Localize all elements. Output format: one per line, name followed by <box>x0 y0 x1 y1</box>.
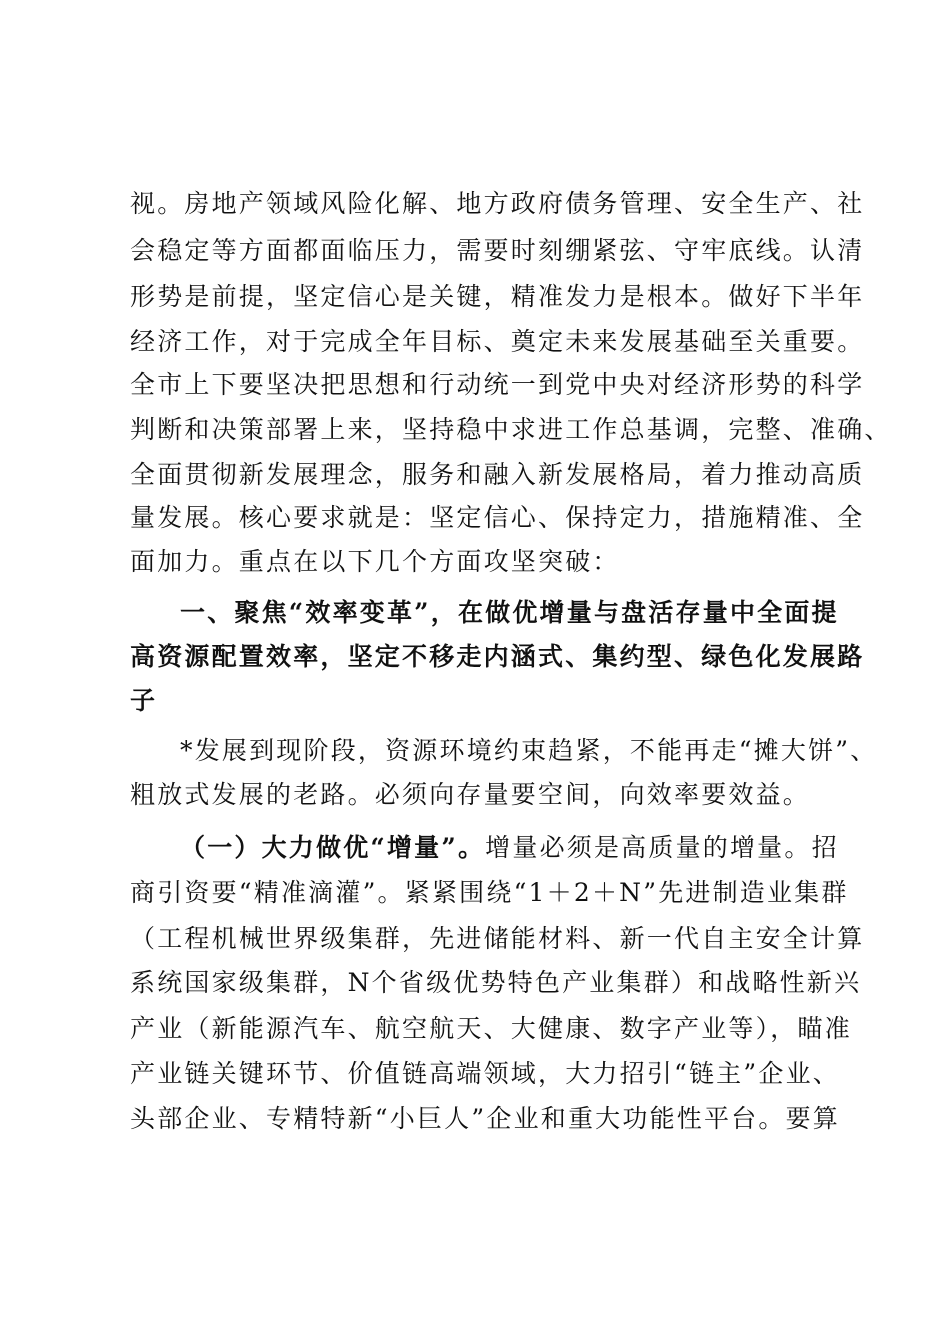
section-heading: 高资源配置效率，坚定不移走内涵式、集约型、绿色化发展路 <box>130 642 865 671</box>
text-line: 形势是前提，坚定信心是关键，精准发力是根本。做好下半年 <box>130 282 865 311</box>
text-line: 判断和决策部署上来，坚持稳中求进工作总基调，完整、准确、 <box>130 415 892 444</box>
text-line: 全面贯彻新发展理念，服务和融入新发展格局，着力推动高质 <box>130 460 865 489</box>
text-line: 全市上下要坚决把思想和行动统一到党中央对经济形势的科学 <box>130 370 865 399</box>
text-line: （工程机械世界级集群，先进储能材料、新一代自主安全计算 <box>130 924 865 953</box>
text-line: 产业链关键环节、价值链高端领域，大力招引“链主”企业、 <box>130 1059 840 1088</box>
text-line: *发展到现阶段，资源环境约束趋紧，不能再走“摊大饼”、 <box>180 736 878 765</box>
text-line: 视。房地产领域风险化解、地方政府债务管理、安全生产、社 <box>130 189 865 218</box>
text-line: 经济工作，对于完成全年目标、奠定未来发展基础至关重要。 <box>130 327 865 356</box>
sub-heading: （一）大力做优“增量”。 <box>180 833 486 862</box>
text-line: 粗放式发展的老路。必须向存量要空间，向效率要效益。 <box>130 780 811 809</box>
section-heading: 一、聚焦“效率变革”，在做优增量与盘活存量中全面提 <box>180 598 839 627</box>
text-line <box>180 833 839 863</box>
text-line: 商引资要“精准滴灌”。紧紧围绕“1＋2＋N”先进制造业集群 <box>130 878 849 907</box>
text-span: 增量必须是高质量的增量。招 <box>485 833 839 862</box>
text-line: 产业（新能源汽车、航空航天、大健康、数字产业等），瞄准 <box>130 1014 852 1043</box>
section-heading: 子 <box>130 686 158 715</box>
text-line: 系统国家级集群，N个省级优势特色产业集群）和战略性新兴 <box>130 968 862 997</box>
text-line: 量发展。核心要求就是：坚定信心、保持定力，措施精准、全 <box>130 503 865 532</box>
text-line: 会稳定等方面都面临压力，需要时刻绷紧弦、守牢底线。认清 <box>130 236 865 265</box>
text-line: 头部企业、专精特新“小巨人”企业和重大功能性平台。要算 <box>130 1104 840 1133</box>
text-line: 面加力。重点在以下几个方面攻坚突破： <box>130 547 620 576</box>
